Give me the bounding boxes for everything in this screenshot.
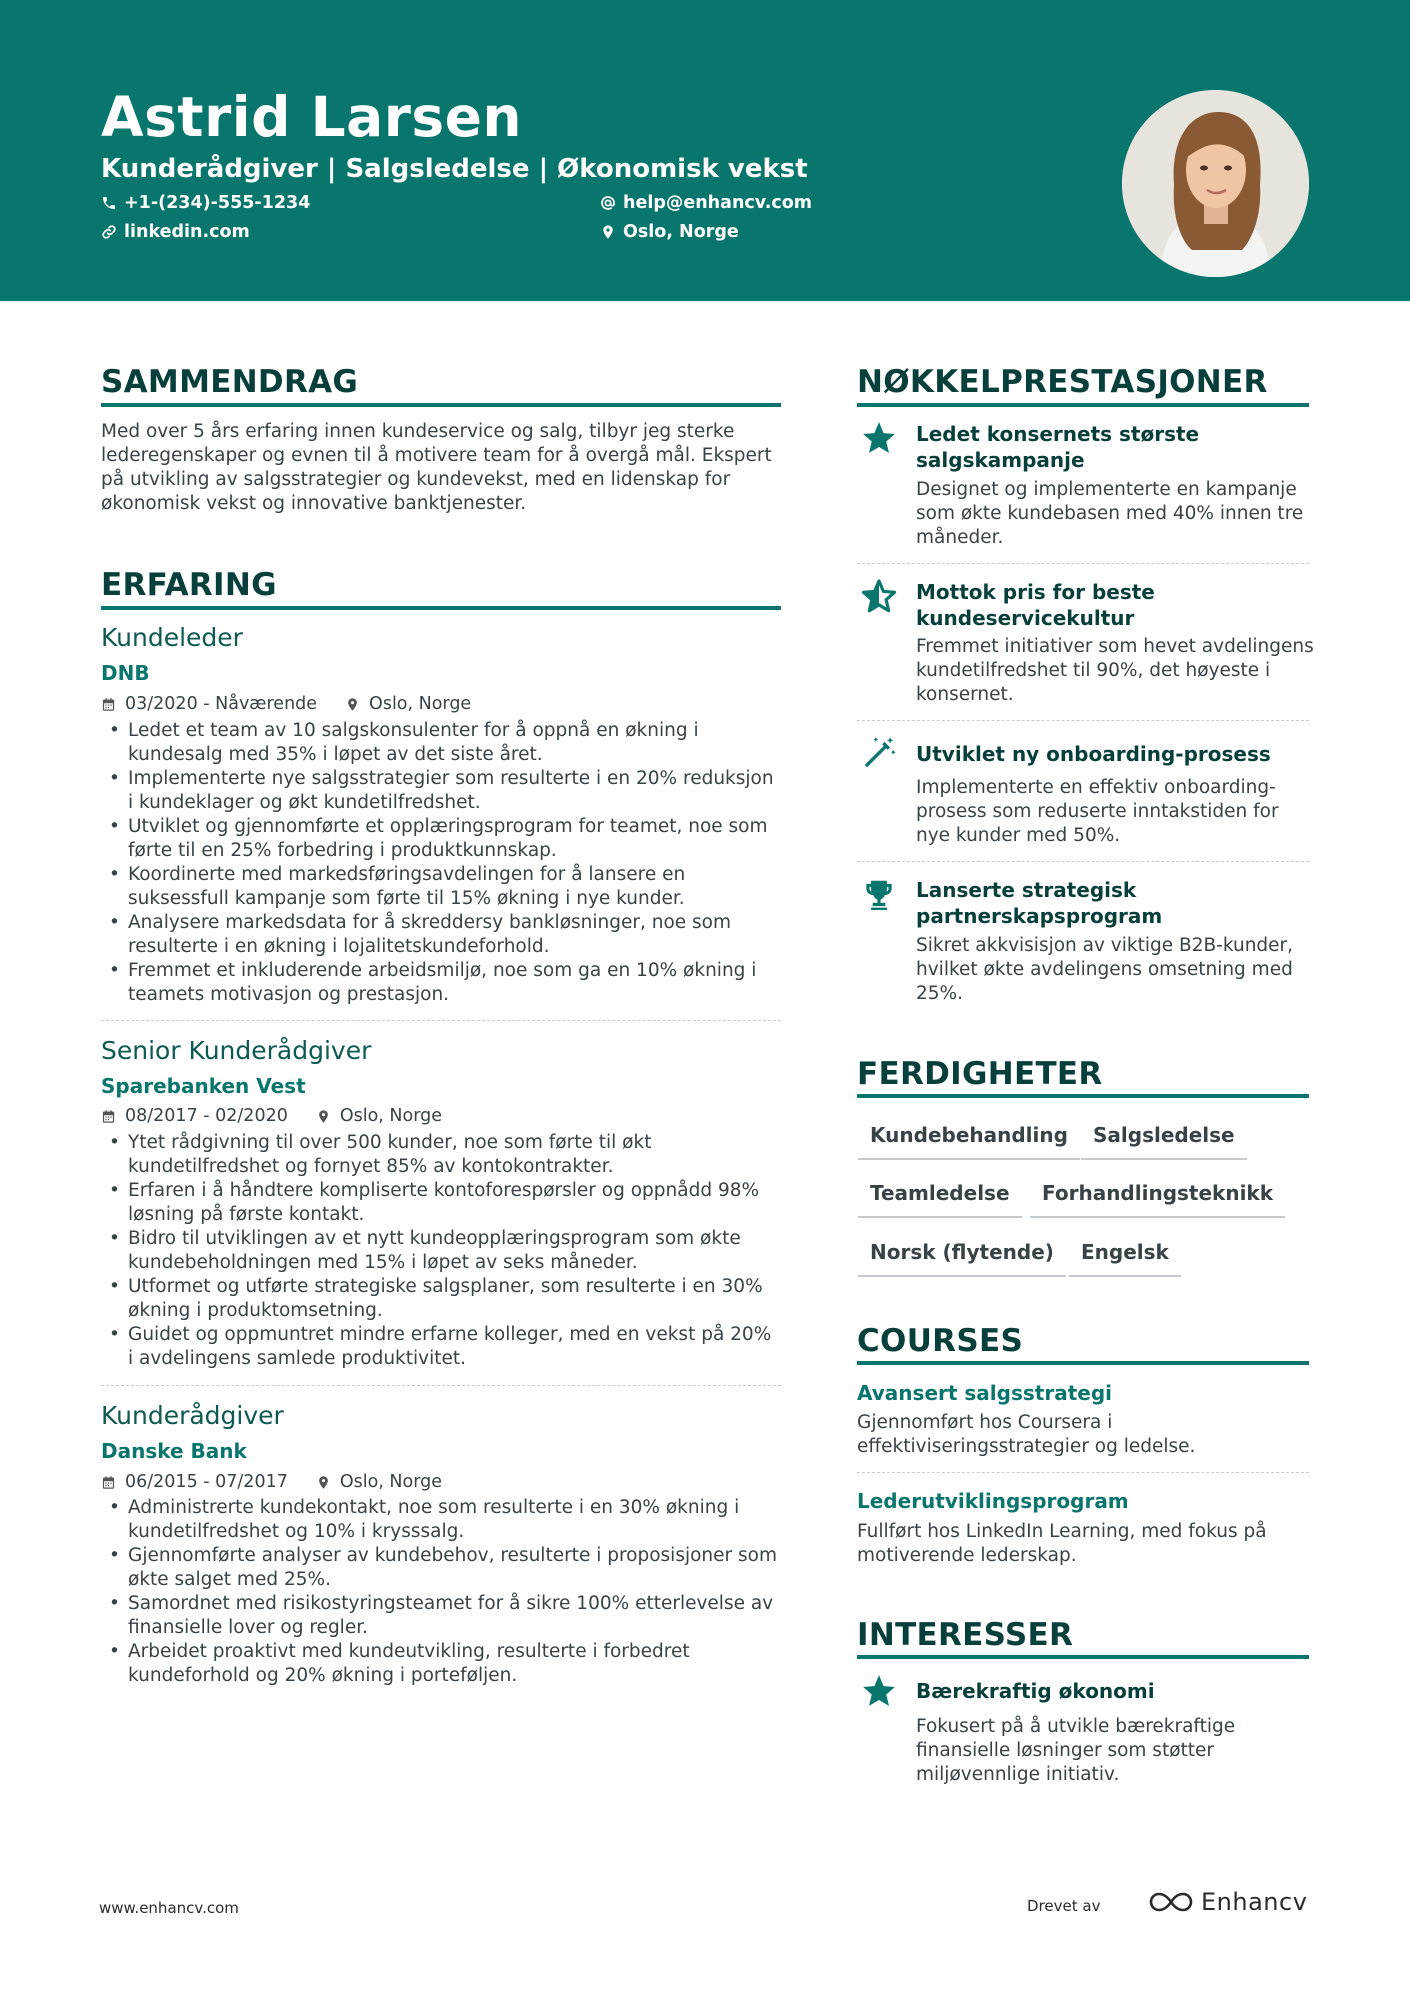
interests-heading: INTERESSER xyxy=(857,1617,1074,1653)
skill-tag: Teamledelse xyxy=(858,1180,1022,1218)
email-text: help@enhancv.com xyxy=(623,193,813,213)
achievement-divider xyxy=(857,563,1309,564)
job-title: Kunderådgiver xyxy=(101,1401,284,1430)
course-title: Avansert salgsstrategi xyxy=(857,1381,1112,1405)
interests-divider xyxy=(857,1655,1309,1659)
trophy-icon xyxy=(860,876,898,914)
job-meta xyxy=(101,693,471,715)
job-title: Kundeleder xyxy=(101,623,243,652)
candidate-name: Astrid Larsen xyxy=(101,85,523,149)
job-location: Oslo, Norge xyxy=(369,694,472,714)
location-contact xyxy=(600,221,739,243)
list-item: • Utformet og utførte strategiske salgsplaner, som resulterte i en 30% økning i produktomsetning. xyxy=(101,1275,781,1323)
list-item: • Fremmet et inkluderende arbeidsmiljø, noe som ga en 10% økning i teamets motivasjon og prestasjon. xyxy=(101,959,781,1007)
star-icon xyxy=(860,1672,898,1710)
summary-divider xyxy=(101,403,781,407)
list-item: • Administrerte kundekontakt, noe som resulterte i en 30% økning i kundetilfredshet og 10% i krysssalg. xyxy=(101,1496,781,1544)
job-location: Oslo, Norge xyxy=(339,1106,442,1126)
job-bullets xyxy=(101,719,781,1007)
achievement-title: Mottok pris for beste kundeservicekultur xyxy=(916,580,1155,630)
experience-heading: ERFARING xyxy=(101,567,277,603)
email-contact[interactable] xyxy=(600,192,812,214)
phone-icon xyxy=(101,195,117,211)
calendar-icon xyxy=(101,1475,116,1490)
infinity-icon xyxy=(1147,1890,1195,1914)
interest-title: Bærekraftig økonomi xyxy=(916,1679,1155,1703)
list-item: • Ytet rådgivning til over 500 kunder, noe som førte til økt kundetilfredshet og fornyet 85% av kontokontrakter. xyxy=(101,1131,781,1179)
list-item: • Koordinerte med markedsføringsavdelingen for å lansere en suksessfull kampanje som førte til 15% økning i nye kunder. xyxy=(101,863,781,911)
achievement-divider xyxy=(857,720,1309,721)
experience-divider xyxy=(101,606,781,610)
achievement-divider xyxy=(857,861,1309,862)
skill-tag: Engelsk xyxy=(1069,1239,1181,1277)
list-item: • Analysere markedsdata for å skreddersy bankløsninger, noe som resulterte i en økning i lojalitetskundeforhold. xyxy=(101,911,781,959)
phone-contact[interactable] xyxy=(101,192,310,214)
magic-wand-icon xyxy=(860,734,898,772)
location-text: Oslo, Norge xyxy=(623,222,739,242)
job-location: Oslo, Norge xyxy=(339,1472,442,1492)
brand-name: Enhancv xyxy=(1201,1888,1308,1916)
summary-heading: SAMMENDRAG xyxy=(101,364,359,400)
skills-divider xyxy=(857,1094,1309,1098)
job-bullets xyxy=(101,1496,781,1688)
link-icon xyxy=(101,224,117,240)
list-item: • Gjennomførte analyser av kundebehov, resulterte i proposisjoner som økte salget med 25%. xyxy=(101,1544,781,1592)
skill-tag: Norsk (flytende) xyxy=(858,1239,1066,1277)
footer-website[interactable]: www.enhancv.com xyxy=(99,1899,239,1917)
job-company: Danske Bank xyxy=(101,1439,247,1463)
job-meta xyxy=(101,1105,442,1127)
list-item: • Guidet og oppmuntret mindre erfarne kolleger, med en vekst på 20% i avdelingens samlede produktivitet. xyxy=(101,1323,781,1371)
job-bullets xyxy=(101,1131,781,1371)
calendar-icon xyxy=(101,1109,116,1124)
achievement-desc: Designet og implementerte en kampanje som økte kundebasen med 40% innen tre måneder. xyxy=(916,479,1304,548)
skill-tag: Forhandlingsteknikk xyxy=(1030,1180,1285,1218)
course-title: Lederutviklingsprogram xyxy=(857,1489,1129,1513)
course-divider xyxy=(857,1472,1309,1473)
achievement-desc: Implementerte en effektiv onboarding-prosess som reduserte inntakstiden for nye kunder med 50%. xyxy=(916,777,1279,846)
list-item: • Implementerte nye salgsstrategier som resulterte i en 20% reduksjon i kundeklager og økt kundetilfredshet. xyxy=(101,767,781,815)
enhancv-logo[interactable] xyxy=(1147,1888,1307,1916)
candidate-title: Kunderådgiver | Salgsledelse | Økonomisk vekst xyxy=(101,154,808,184)
course-desc: Gjennomført hos Coursera i effektiviseringsstrategier og ledelse. xyxy=(857,1412,1196,1457)
list-item: • Samordnet med risikostyringsteamet for å sikre 100% etterlevelse av finansielle lover og regler. xyxy=(101,1592,781,1640)
achievement-desc: Fremmet initiativer som hevet avdelingens kundetilfredshet til 90%, det høyeste i konsernet. xyxy=(916,636,1314,705)
list-item: • Bidro til utviklingen av et nytt kundeopplæringsprogram som økte kundebeholdningen med 15% i løpet av seks måneder. xyxy=(101,1227,781,1275)
job-dates: 08/2017 - 02/2020 xyxy=(125,1106,288,1126)
half-star-icon xyxy=(860,577,898,615)
list-item: • Arbeidet proaktivt med kundeutvikling, resulterte i forbedret kundeforhold og 20% økning i porteføljen. xyxy=(101,1640,781,1688)
location-pin-icon xyxy=(600,224,616,240)
skills-heading: FERDIGHETER xyxy=(857,1056,1103,1092)
job-title: Senior Kunderådgiver xyxy=(101,1036,372,1065)
star-icon xyxy=(860,419,898,457)
profile-photo xyxy=(1122,90,1309,277)
list-item: • Utviklet og gjennomførte et opplæringsprogram for teamet, noe som førte til en 25% forbedring i produktkunnskap. xyxy=(101,815,781,863)
course-desc: Fullført hos LinkedIn Learning, med fokus på motiverende lederskap. xyxy=(857,1521,1267,1566)
skill-tag: Salgsledelse xyxy=(1081,1122,1247,1160)
job-divider xyxy=(101,1020,781,1021)
job-company: DNB xyxy=(101,661,150,685)
achievement-desc: Sikret akkvisisjon av viktige B2B-kunder, hvilket økte avdelingens omsetning med 25%. xyxy=(916,935,1294,1004)
job-dates: 03/2020 - Nåværende xyxy=(125,694,318,714)
at-sign-icon xyxy=(600,195,616,211)
location-pin-icon xyxy=(316,1109,331,1124)
phone-text: +1-(234)-555-1234 xyxy=(124,193,311,213)
achievement-title: Utviklet ny onboarding-prosess xyxy=(916,742,1271,766)
achievements-divider xyxy=(857,403,1309,407)
achievement-title: Lanserte strategisk partnerskapsprogram xyxy=(916,878,1163,928)
calendar-icon xyxy=(101,697,116,712)
job-dates: 06/2015 - 07/2017 xyxy=(125,1472,288,1492)
summary-text: Med over 5 års erfaring innen kundeservice og salg, tilbyr jeg sterke lederegenskaper og evnen til å motivere team for å overgå mål. Ekspert på utvikling av salgsstrategier og kundevekst, med en lidenskap for økonomisk vekst og innovative banktjenester. xyxy=(101,421,772,514)
skill-tag: Kundebehandling xyxy=(858,1122,1080,1160)
header-banner xyxy=(0,0,1410,301)
location-pin-icon xyxy=(345,697,360,712)
location-pin-icon xyxy=(316,1475,331,1490)
footer-powered-by: Drevet av xyxy=(1027,1897,1101,1915)
job-company: Sparebanken Vest xyxy=(101,1074,306,1098)
achievements-heading: NØKKELPRESTASJONER xyxy=(857,364,1268,400)
job-divider xyxy=(101,1385,781,1386)
linkedin-contact[interactable] xyxy=(101,221,250,243)
list-item: • Erfaren i å håndtere kompliserte kontoforespørsler og oppnådd 98% løsning på første kontakt. xyxy=(101,1179,781,1227)
courses-divider xyxy=(857,1361,1309,1365)
courses-heading: COURSES xyxy=(857,1323,1024,1359)
job-meta xyxy=(101,1471,442,1493)
linkedin-text: linkedin.com xyxy=(124,222,250,242)
interest-desc: Fokusert på å utvikle bærekraftige finansielle løsninger som støtter miljøvennlige initiativ. xyxy=(916,1716,1236,1785)
achievement-title: Ledet konsernets største salgskampanje xyxy=(916,422,1200,472)
list-item: • Ledet et team av 10 salgskonsulenter for å oppnå en økning i kundesalg med 35% i løpet av det siste året. xyxy=(101,719,781,767)
